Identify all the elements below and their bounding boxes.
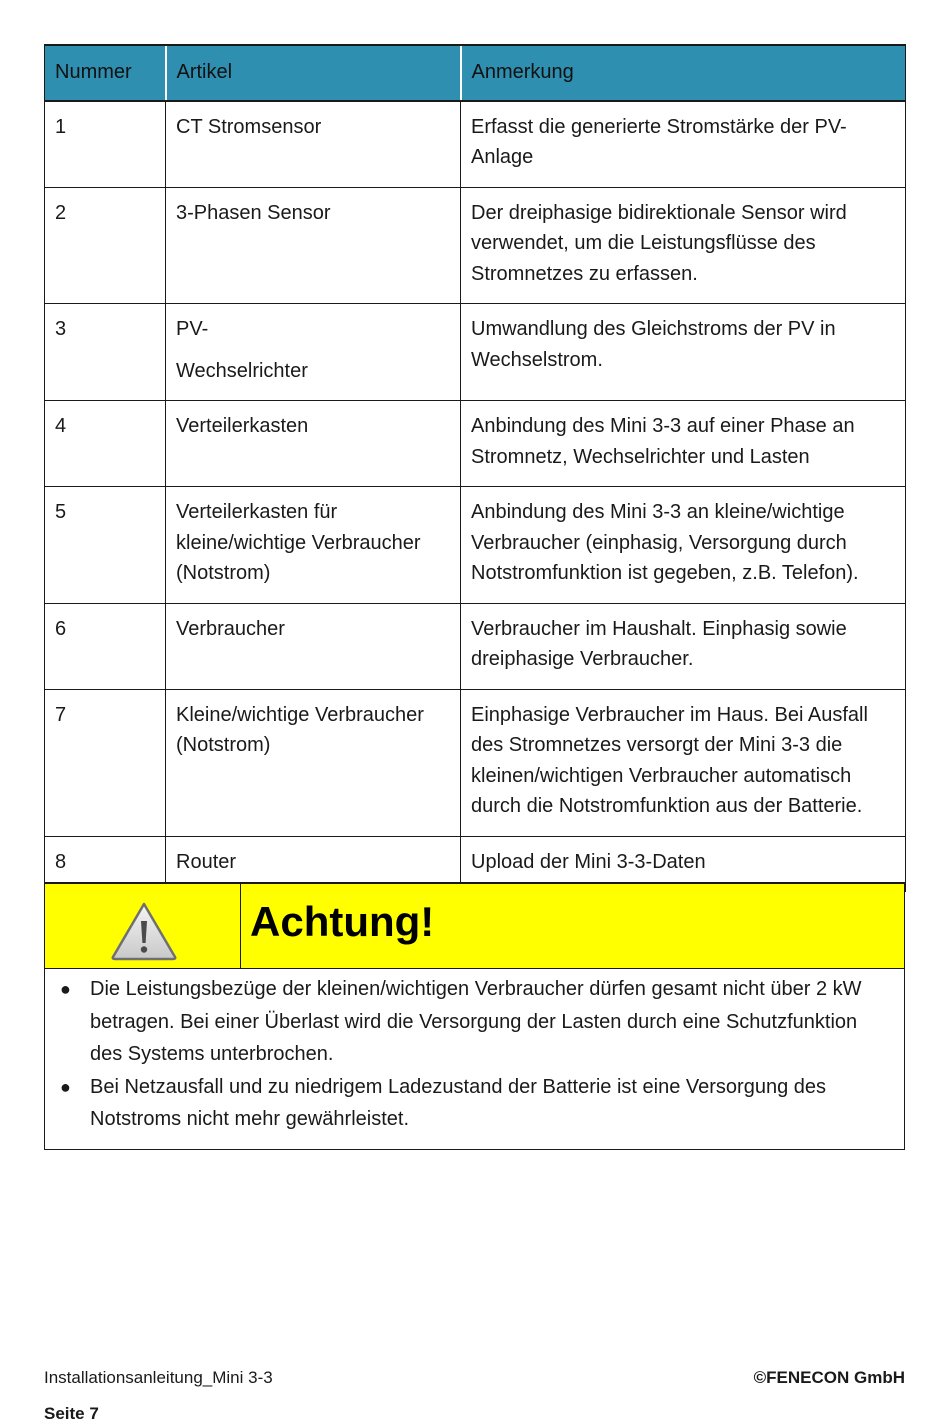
warning-box (44, 882, 905, 1150)
table-row (45, 603, 906, 689)
table-row (45, 401, 906, 487)
warning-text: Die Leistungsbezüge der kleinen/wichtigen Verbraucher dürfen gesamt nicht über 2 kW betragen. Bei einer Überlast wird die Versorgung der Lasten durch eine Schutzfunktion des Systems unterbrochen. (90, 978, 862, 1065)
row-number: 7 (45, 689, 166, 836)
row-anmerkung: Anbindung des Mini 3-3 an kleine/wichtige Verbraucher (einphasig, Versorgung durch Notstromfunktion ist gegeben, z.B. Telefon). (461, 487, 906, 604)
row-anmerkung: Einphasige Verbraucher im Haus. Bei Ausfall des Stromnetzes versorgt der Mini 3-3 die kleinen/wichtigen Verbraucher automatisch durch die Notstromfunktion aus der Batterie. (461, 689, 906, 836)
row-artikel-line: PV- (176, 318, 209, 340)
page-number: Seite 7 (44, 1404, 99, 1423)
header-anmerkung: Anmerkung (461, 45, 906, 101)
footer-copyright: ©FENECON GmbH (753, 1368, 905, 1387)
row-artikel: 3-Phasen Sensor (166, 187, 461, 304)
row-number: 1 (45, 101, 166, 188)
row-artikel: Kleine/wichtige Verbraucher (Notstrom) (166, 689, 461, 836)
row-number: 3 (45, 304, 166, 401)
row-anmerkung: Verbraucher im Haushalt. Einphasig sowie dreiphasige Verbraucher. (461, 603, 906, 689)
header-artikel: Artikel (166, 45, 461, 101)
row-anmerkung: Der dreiphasige bidirektionale Sensor wird verwendet, um die Leistungsflüsse des Stromnetzes zu erfassen. (461, 187, 906, 304)
table-row (45, 689, 906, 836)
bullet-icon: ● (60, 979, 71, 999)
row-number: 5 (45, 487, 166, 604)
table-row (45, 304, 906, 401)
row-number: 6 (45, 603, 166, 689)
row-artikel: Router (166, 836, 461, 892)
row-anmerkung: Upload der Mini 3-3-Daten (461, 836, 906, 892)
bullet-icon: ● (60, 1076, 71, 1097)
row-number: 2 (45, 187, 166, 304)
warning-text: Bei Netzausfall und zu niedrigem Ladezustand der Batterie ist eine Versorgung des Notstroms nicht mehr gewährleistet. (90, 1075, 827, 1130)
warning-icon-cell (45, 884, 241, 968)
table-header-row (45, 45, 906, 101)
row-number: 8 (45, 836, 166, 892)
warning-list-item (60, 1071, 874, 1136)
row-anmerkung: Umwandlung des Gleichstroms der PV in Wechselstrom. (461, 304, 906, 401)
row-artikel: Verbraucher (166, 603, 461, 689)
table-row (45, 101, 906, 188)
components-table (44, 44, 906, 892)
warning-list-item (60, 973, 874, 1071)
warning-header (45, 884, 904, 969)
row-artikel: CT Stromsensor (166, 101, 461, 188)
row-artikel: Verteilerkasten (166, 401, 461, 487)
row-artikel: Verteilerkasten für kleine/wichtige Verbraucher (Notstrom) (166, 487, 461, 604)
row-anmerkung: Erfasst die generierte Stromstärke der PV-Anlage (461, 101, 906, 188)
table-row (45, 187, 906, 304)
row-number: 4 (45, 401, 166, 487)
table-row (45, 487, 906, 604)
row-anmerkung: Anbindung des Mini 3-3 auf einer Phase an Stromnetz, Wechselrichter und Lasten (461, 401, 906, 487)
footer-document-title: Installationsanleitung_Mini 3-3 (44, 1368, 273, 1387)
warning-list (45, 969, 904, 1136)
row-artikel-line: Wechselrichter (176, 359, 308, 382)
warning-triangle-icon (110, 901, 178, 961)
header-nummer: Nummer (45, 45, 166, 101)
warning-title: Achtung! (250, 898, 435, 945)
row-artikel (166, 304, 461, 401)
